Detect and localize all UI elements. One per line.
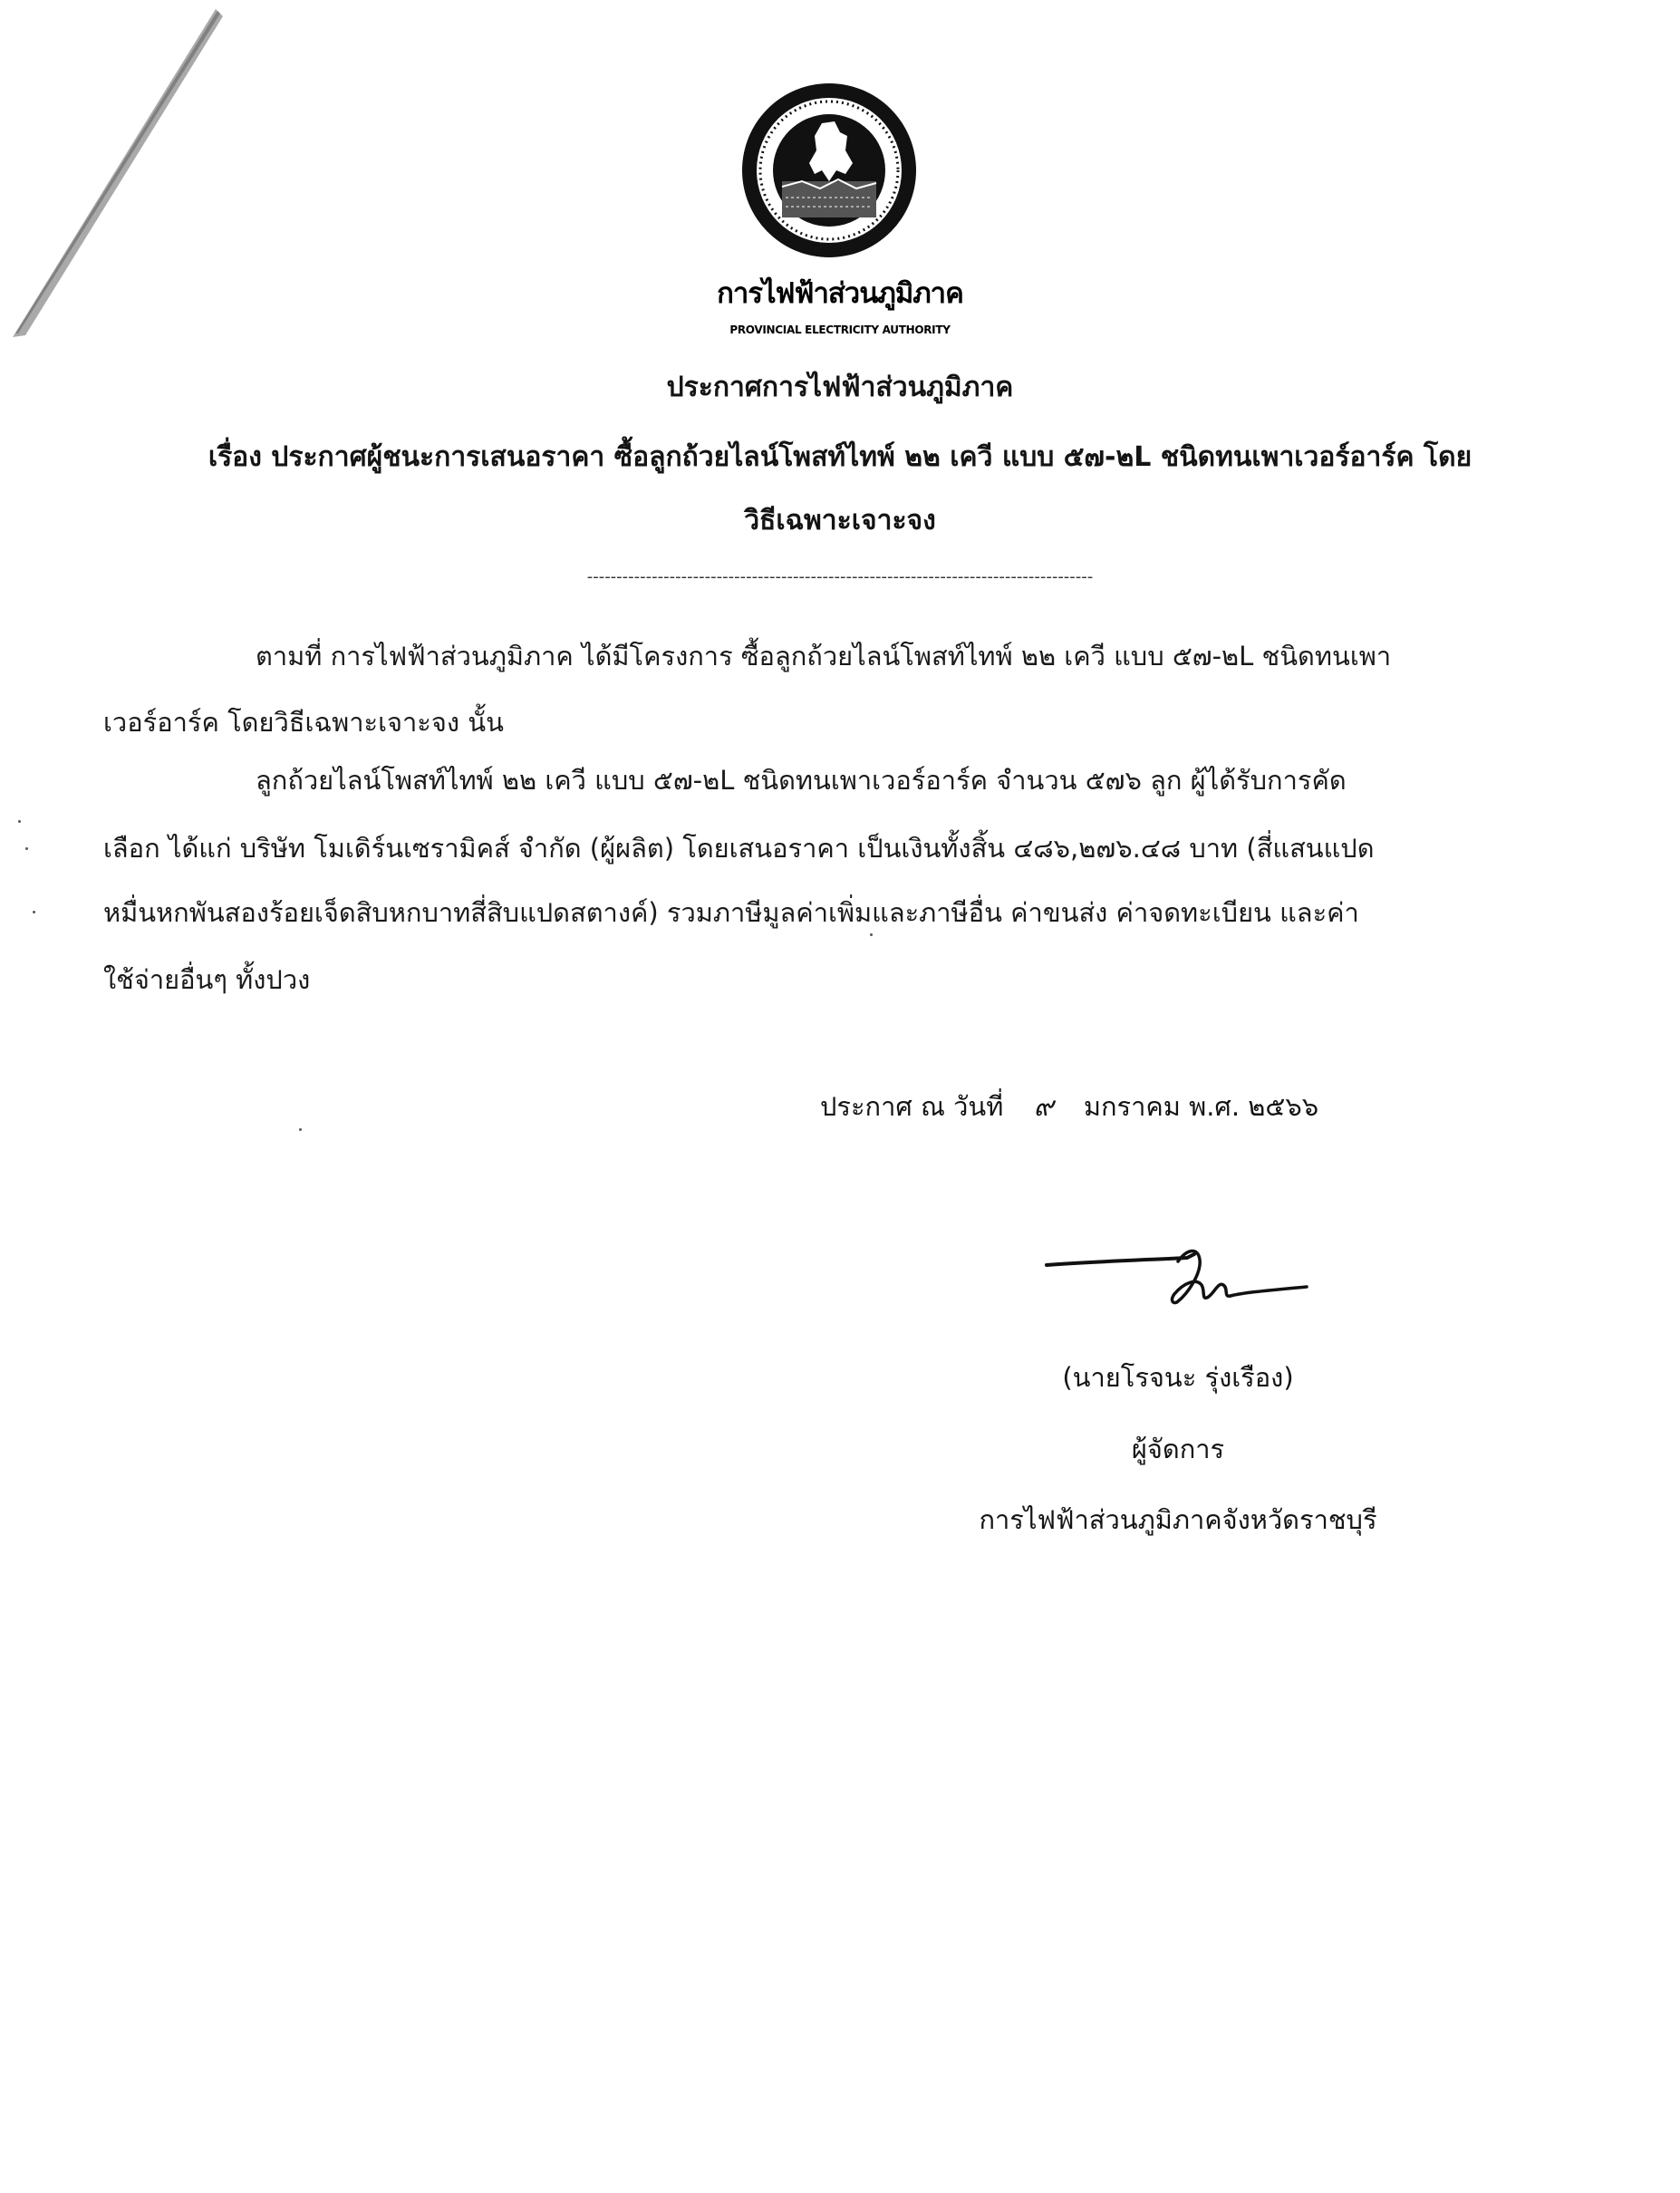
body-paragraph-1-line-1: ตามที่ การไฟฟ้าส่วนภูมิภาค ได้มีโครงการ ซื้อลูกถ้วยไลน์โพสท์ไทพ์ ๒๒ เควี แบบ ๕๗-๒L ชนิดทนเพา <box>256 641 1392 671</box>
announcement-date <box>820 1086 1318 1128</box>
subject-line-1: เรื่อง ประกาศผู้ชนะการเสนอราคา ซื้อลูกถ้วยไลน์โพสท์ไทพ์ ๒๒ เควี แบบ ๕๗-๒L ชนิดทนเพาเวอร์อาร์ค โดย <box>208 441 1472 473</box>
logo-name-english: PROVINCIAL ELECTRICITY AUTHORITY <box>729 324 951 336</box>
signatory-organization: การไฟฟ้าส่วนภูมิภาคจังหวัดราชบุรี <box>979 1504 1377 1535</box>
scan-speck <box>25 847 28 850</box>
announcement-heading: ประกาศการไฟฟ้าส่วนภูมิภาค <box>666 372 1014 403</box>
scan-speck <box>870 933 873 936</box>
date-day-handwritten: ๙ <box>1033 1091 1054 1123</box>
date-prefix: ประกาศ ณ วันที่ <box>820 1091 1004 1122</box>
body-paragraph-2-line-4: ใช้จ่ายอื่นๆ ทั้งปวง <box>103 964 311 995</box>
signatory-position: ผู้จัดการ <box>1131 1434 1225 1464</box>
logo-name-thai: การไฟฟ้าส่วนภูมิภาค <box>717 277 963 310</box>
subject-line-2: วิธีเฉพาะเจาะจง <box>744 505 936 536</box>
handwritten-signature <box>1042 1231 1314 1330</box>
date-month-year: มกราคม พ.ศ. ๒๕๖๖ <box>1083 1091 1319 1122</box>
body-paragraph-2-line-3: หมื่นหกพันสองร้อยเจ็ดสิบหกบาทสี่สิบแปดสตางค์) รวมภาษีมูลค่าเพิ่มและภาษีอื่น ค่าขนส่ง ค่าจดทะเบียน และค่า <box>103 897 1359 928</box>
scan-speck <box>18 820 21 823</box>
body-paragraph-2-line-1: ลูกถ้วยไลน์โพสท์ไทพ์ ๒๒ เควี แบบ ๕๗-๒L ชนิดทนเพาเวอร์อาร์ค จำนวน ๕๗๖ ลูก ผู้ได้รับการคัด <box>256 765 1347 796</box>
pea-emblem-logo <box>739 80 920 261</box>
scan-speck <box>33 911 35 913</box>
body-paragraph-1-line-2: เวอร์อาร์ค โดยวิธีเฉพาะเจาะจง นั้น <box>103 707 504 738</box>
signatory-name: (นายโรจนะ รุ่งเรือง) <box>1062 1362 1294 1393</box>
body-paragraph-2-line-2: เลือก ได้แก่ บริษัท โมเดิร์นเซรามิคส์ จำกัด (ผู้ผลิต) โดยเสนอราคา เป็นเงินทั้งสิ้น ๔๘๖,๒๗๖.๔๘ บาท (สี่แสนแปด <box>103 833 1375 864</box>
divider-line: -------------------------------------------------------------------------------------- <box>586 567 1094 586</box>
scan-speck <box>299 1128 302 1131</box>
